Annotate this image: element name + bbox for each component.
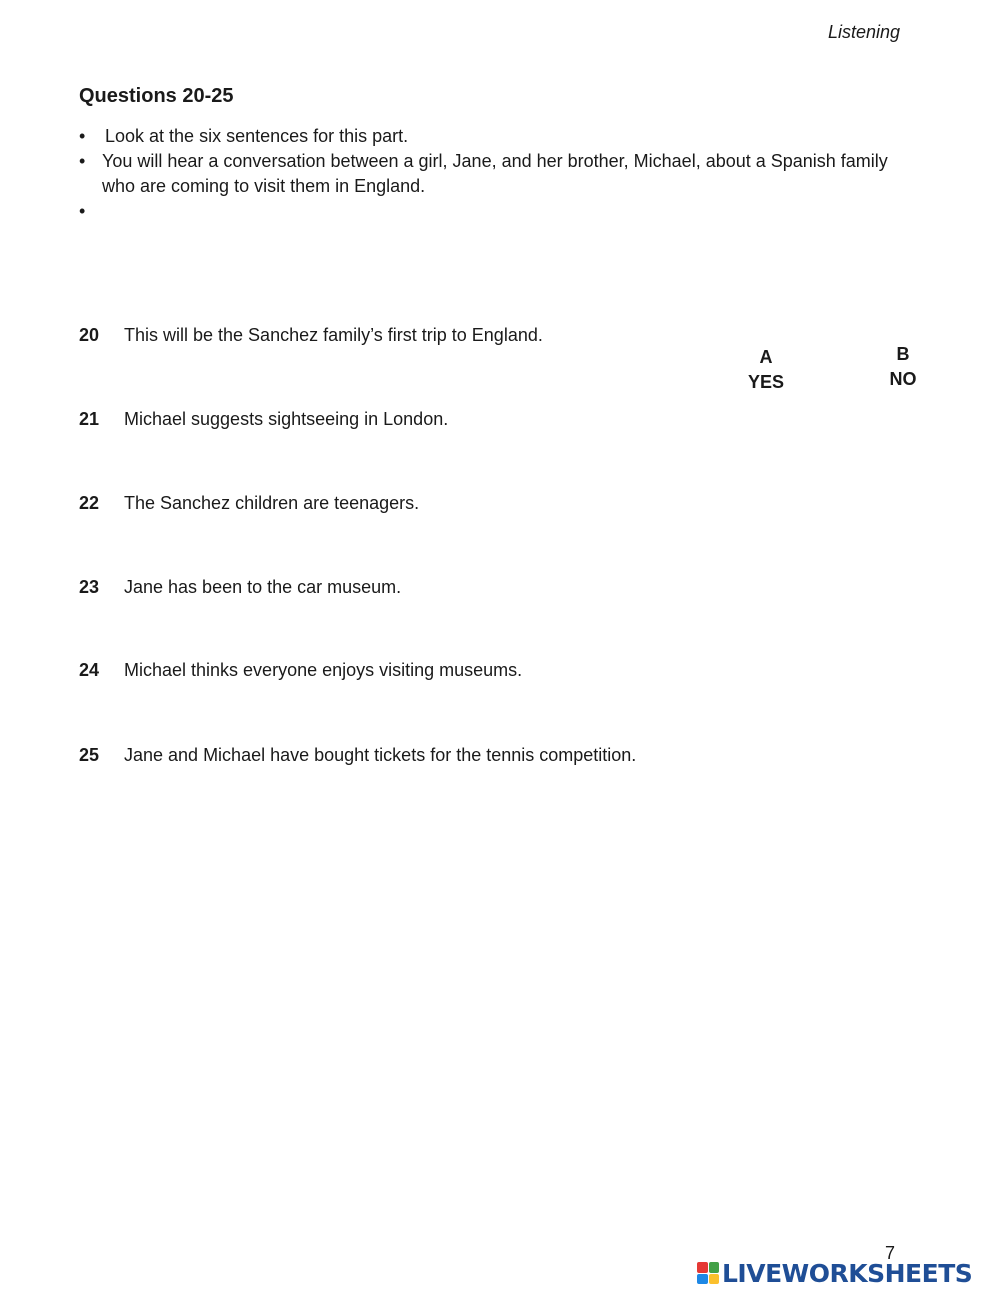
question-number: 21: [79, 409, 100, 429]
instruction-item: [79, 149, 959, 174]
question-number: 23: [79, 577, 100, 597]
question-text: Jane and Michael have bought tickets for the tennis competition.: [124, 745, 637, 765]
instructions-list: [79, 124, 959, 224]
question-number: 24: [79, 660, 100, 680]
column-b-header: [873, 342, 933, 392]
instruction-text: Look at the six sentences for this part.: [105, 126, 409, 146]
column-a-header: [736, 345, 796, 395]
brand-text: LIVEWORKSHEETS: [722, 1258, 973, 1288]
question-text: Michael thinks everyone enjoys visiting museums.: [124, 660, 523, 680]
instruction-item: [79, 199, 959, 224]
liveworksheets-logo[interactable]: [697, 1258, 972, 1288]
bullet-icon: •: [79, 201, 86, 221]
logo-square-l: [697, 1262, 708, 1273]
running-head: Listening: [828, 22, 901, 42]
logo-square-v: [697, 1274, 708, 1285]
page-number: 7: [885, 1243, 896, 1263]
logo-square-i: [709, 1262, 720, 1273]
column-b-label: NO: [889, 369, 917, 389]
column-a-label: YES: [747, 372, 785, 392]
instruction-text: You will hear a conversation between a girl, Jane, and her brother, Michael, about a Spanish family: [102, 151, 888, 171]
section-title: Questions 20-25: [79, 85, 234, 107]
question-text: Michael suggests sightseeing in London.: [124, 409, 449, 429]
liveworksheets-icon: [697, 1262, 719, 1284]
question-text: The Sanchez children are teenagers.: [124, 493, 420, 513]
column-b-letter: B: [896, 344, 910, 364]
logo-square-e: [709, 1274, 720, 1285]
question-number: 22: [79, 493, 100, 513]
bullet-icon: •: [79, 151, 86, 171]
question-text: Jane has been to the car museum.: [124, 577, 402, 597]
instruction-text: who are coming to visit them in England.: [102, 176, 426, 196]
question-text: This will be the Sanchez family’s first trip to England.: [124, 325, 543, 345]
instruction-item-continuation: [79, 174, 959, 199]
bullet-icon: •: [79, 126, 86, 146]
question-number: 25: [79, 745, 100, 765]
instruction-item: [79, 124, 959, 149]
column-a-letter: A: [759, 347, 773, 367]
question-number: 20: [79, 325, 100, 345]
